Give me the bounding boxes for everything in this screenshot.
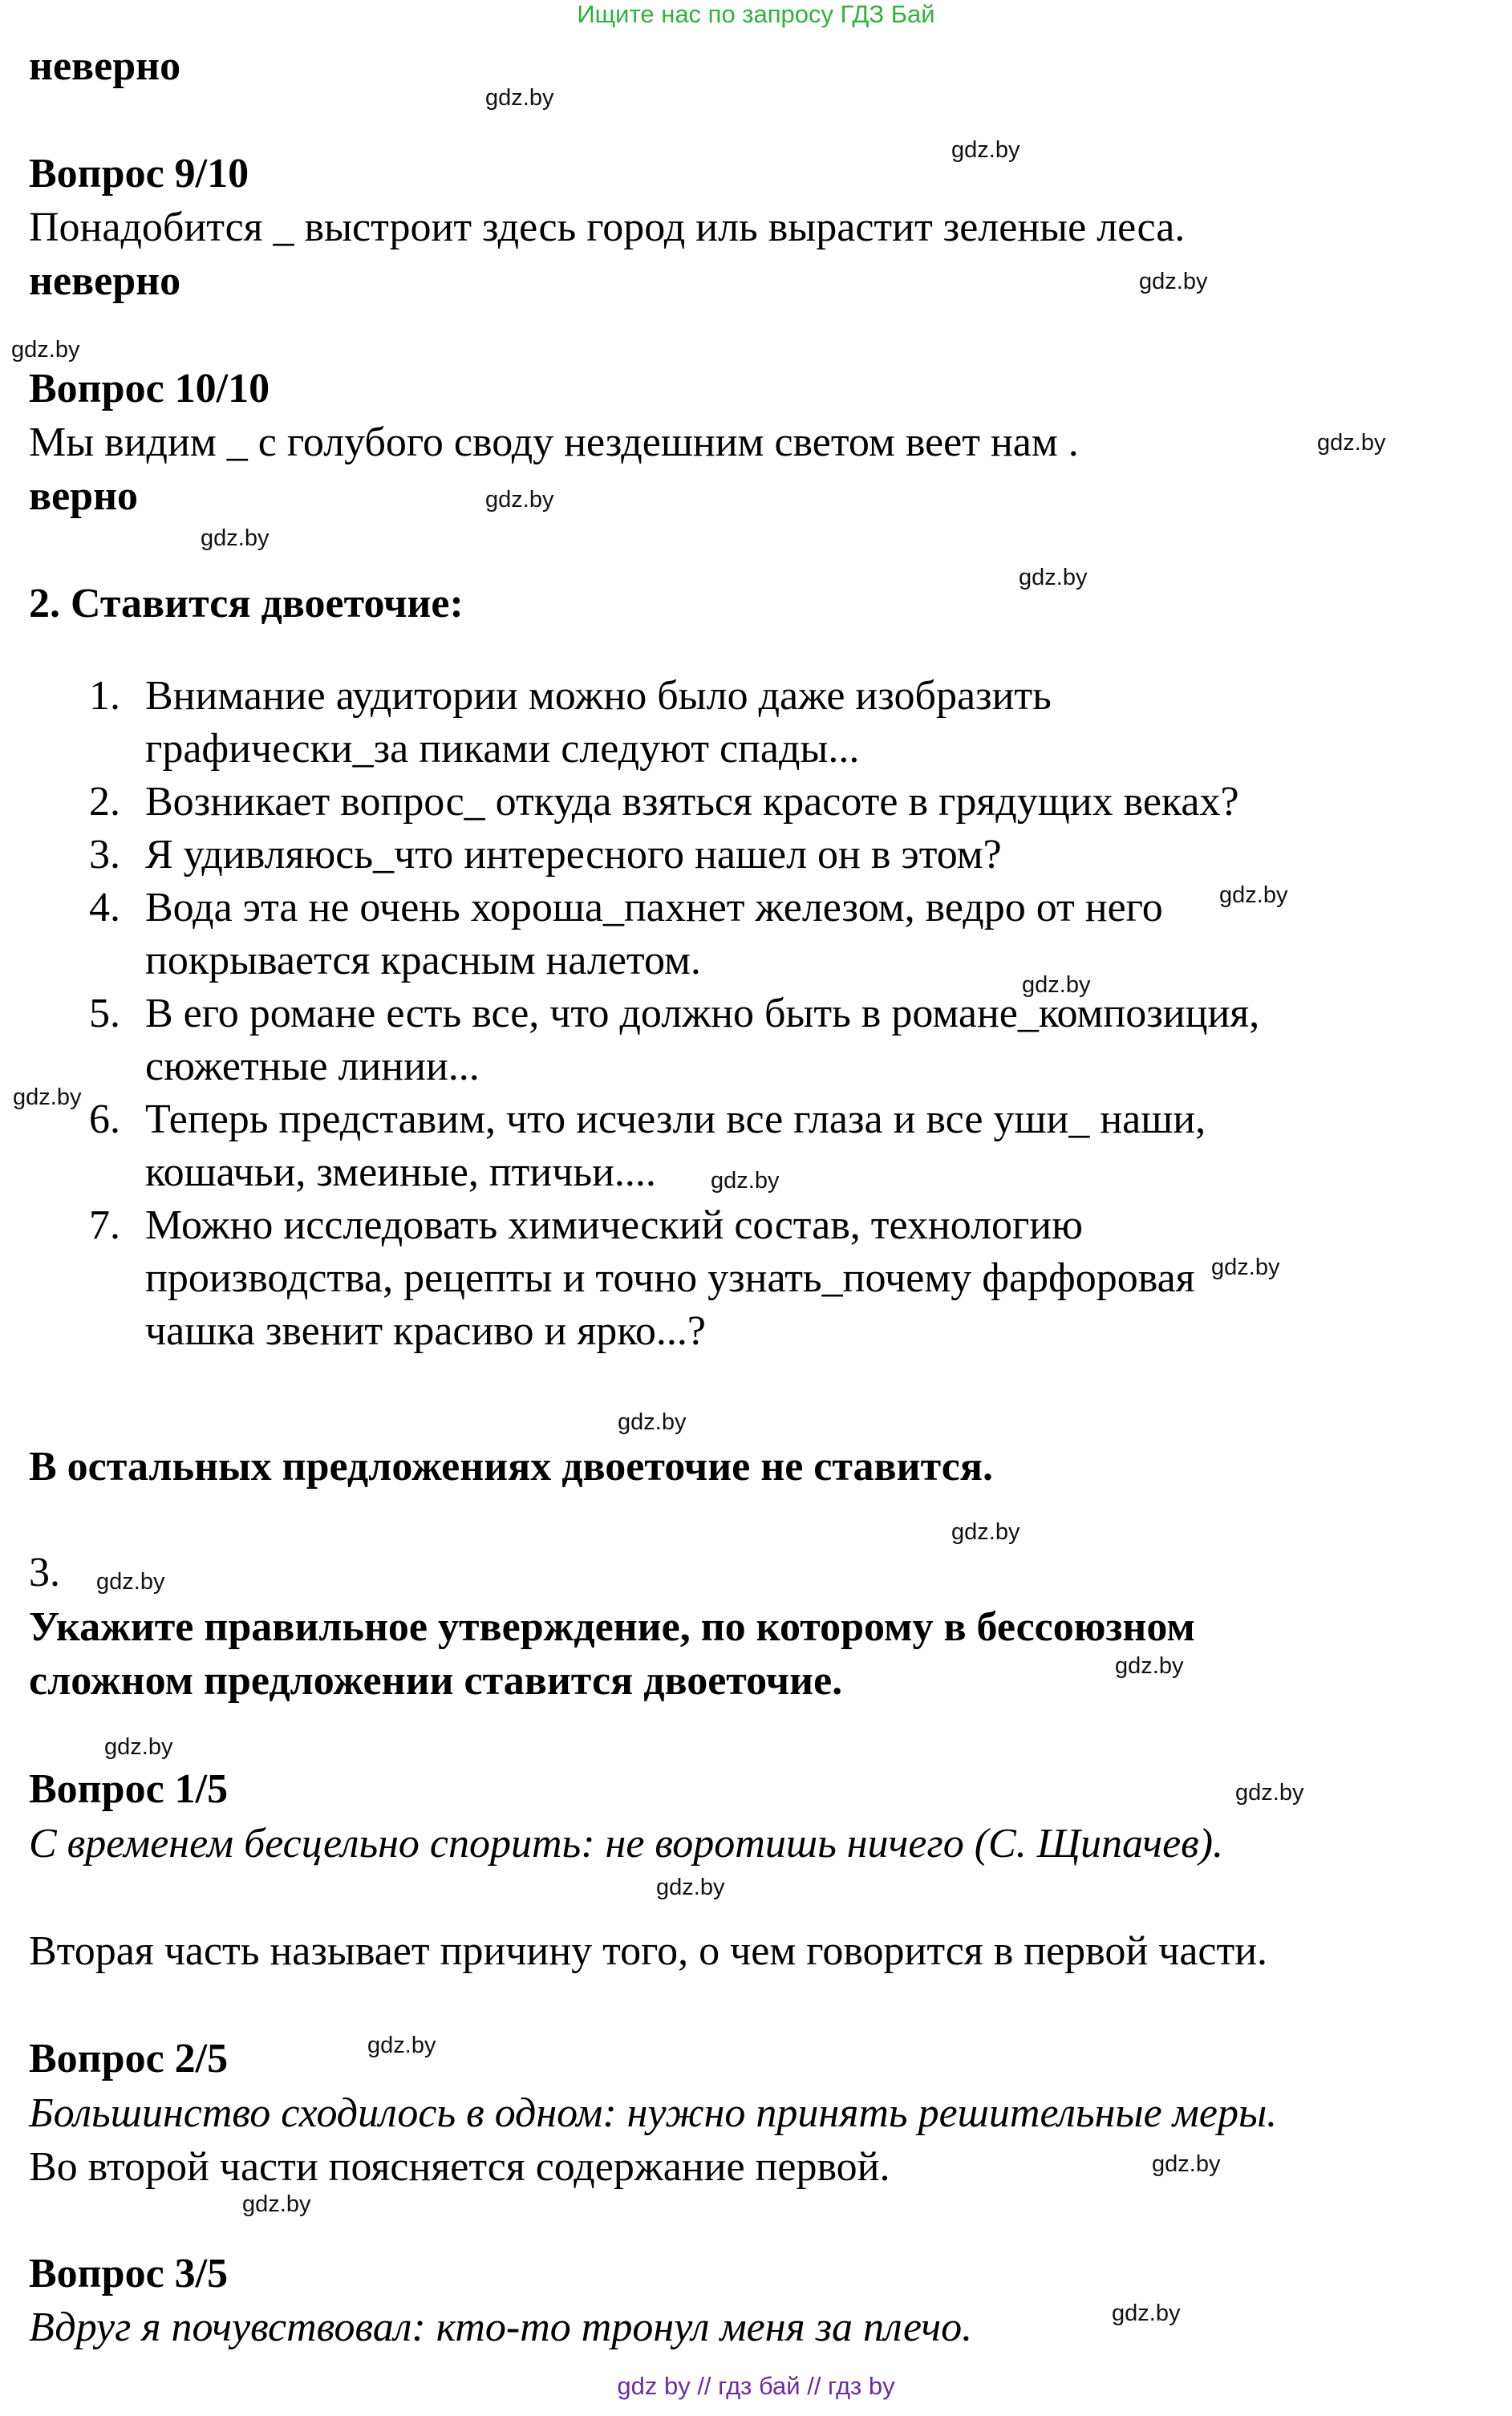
list-text: кошачьи, змеиные, птичьи.... <box>145 1149 656 1195</box>
list-text: Вода эта не очень хороша_пахнет железом, ведро от него <box>145 885 1163 930</box>
list-item <box>0 670 1512 723</box>
list-text: Возникает вопрос_ откуда взяться красоте в грядущих веках? <box>145 779 1239 825</box>
watermark: gdz.by <box>1211 1255 1280 1280</box>
q9-result: неверно <box>29 258 181 304</box>
v3-sentence: Вдруг я почувствовал: кто-то тронул меня за плечо. <box>29 2305 973 2350</box>
list-text: В его романе есть все, что должно быть в романе_композиция, <box>145 991 1260 1036</box>
watermark: gdz.by <box>367 2033 436 2058</box>
list-text: покрывается красным налетом. <box>145 938 701 983</box>
watermark: gdz.by <box>104 1734 173 1760</box>
q10-sentence: Мы видим _ с голубого своду нездешним светом веет нам . <box>29 420 1079 465</box>
list-item <box>0 1040 1512 1093</box>
list-text: Можно исследовать химический состав, технологию <box>145 1202 1083 1248</box>
footer-links: gdz by // гдз бай // гдз by <box>617 2372 895 2400</box>
list-number: 3. <box>89 832 120 878</box>
list-number: 7. <box>89 1202 120 1248</box>
watermark: gdz.by <box>1022 972 1091 998</box>
list-text: Внимание аудитории можно было даже изобразить <box>145 673 1052 719</box>
watermark: gdz.by <box>485 487 554 513</box>
v1-title: Вопрос 1/5 <box>29 1766 229 1812</box>
list-text: сюжетные линии... <box>145 1044 480 1089</box>
watermark: gdz.by <box>1019 565 1088 590</box>
v1-sentence: С временем бесцельно спорить: не воротишь ничего (С. Щипачев). <box>29 1821 1224 1867</box>
list-item <box>0 987 1512 1040</box>
watermark: gdz.by <box>1235 1780 1304 1806</box>
v2-answer: Во второй части поясняется содержание первой. <box>29 2144 890 2190</box>
list-item <box>0 1093 1512 1146</box>
list-item <box>0 934 1512 987</box>
list-item <box>0 723 1512 776</box>
v1-answer: Вторая часть называет причину того, о чем говорится в первой части. <box>29 1928 1268 1974</box>
watermark: gdz.by <box>1139 269 1208 294</box>
q9-title: Вопрос 9/10 <box>29 151 249 197</box>
watermark: gdz.by <box>951 1519 1020 1545</box>
watermark: gdz.by <box>11 337 80 363</box>
watermark: gdz.by <box>201 525 270 551</box>
watermark: gdz.by <box>485 85 554 111</box>
watermark: gdz.by <box>1115 1653 1184 1679</box>
watermark: gdz.by <box>1219 882 1288 908</box>
v2-title: Вопрос 2/5 <box>29 2036 229 2082</box>
q8-result: неверно <box>29 43 181 89</box>
q9-sentence: Понадобится _ выстроит здесь город иль вырастит зеленые леса. <box>29 205 1186 250</box>
watermark: gdz.by <box>13 1084 82 1110</box>
list-item <box>0 776 1512 829</box>
list-number: 5. <box>89 991 120 1036</box>
watermark: gdz.by <box>96 1569 165 1595</box>
watermark: gdz.by <box>1112 2300 1181 2326</box>
list-item <box>0 1305 1512 1358</box>
colon-sentence-list <box>0 670 1512 1358</box>
q10-title: Вопрос 10/10 <box>29 366 270 411</box>
section3-prompt-line1: Укажите правильное утверждение, по которому в бессоюзном <box>29 1604 1195 1650</box>
list-text: производства, рецепты и точно узнать_почему фарфоровая <box>145 1255 1195 1301</box>
section2-heading: 2. Ставится двоеточие: <box>29 581 464 626</box>
list-number: 1. <box>89 673 120 719</box>
list-item <box>0 1199 1512 1252</box>
watermark: gdz.by <box>1152 2151 1221 2177</box>
watermark: gdz.by <box>242 2191 311 2217</box>
q10-result: верно <box>29 473 139 519</box>
watermark: gdz.by <box>618 1409 687 1435</box>
watermark: gdz.by <box>951 137 1020 163</box>
list-number: 4. <box>89 885 120 930</box>
watermark: gdz.by <box>656 1875 725 1900</box>
watermark: gdz.by <box>711 1168 780 1194</box>
v2-sentence: Большинство сходилось в одном: нужно принять решительные меры. <box>29 2090 1278 2136</box>
section2-note: В остальных предложениях двоеточие не ставится. <box>29 1444 993 1490</box>
v3-title: Вопрос 3/5 <box>29 2251 229 2296</box>
list-number: 2. <box>89 779 120 825</box>
list-text: Теперь представим, что исчезли все глаза и все уши_ наши, <box>145 1097 1206 1142</box>
list-text: графически_за пиками следуют спады... <box>145 726 860 772</box>
section3-number: 3. <box>29 1550 60 1595</box>
list-item <box>0 829 1512 882</box>
section3-prompt-line2: сложном предложении ставится двоеточие. <box>29 1658 843 1704</box>
list-number: 6. <box>89 1097 120 1142</box>
watermark: gdz.by <box>1317 430 1386 456</box>
list-text: чашка звенит красиво и ярко...? <box>145 1308 706 1354</box>
list-text: Я удивляюсь_что интересного нашел он в этом? <box>145 832 1002 878</box>
top-banner: Ищите нас по запросу ГДЗ Бай <box>577 0 935 28</box>
list-item <box>0 1252 1512 1305</box>
